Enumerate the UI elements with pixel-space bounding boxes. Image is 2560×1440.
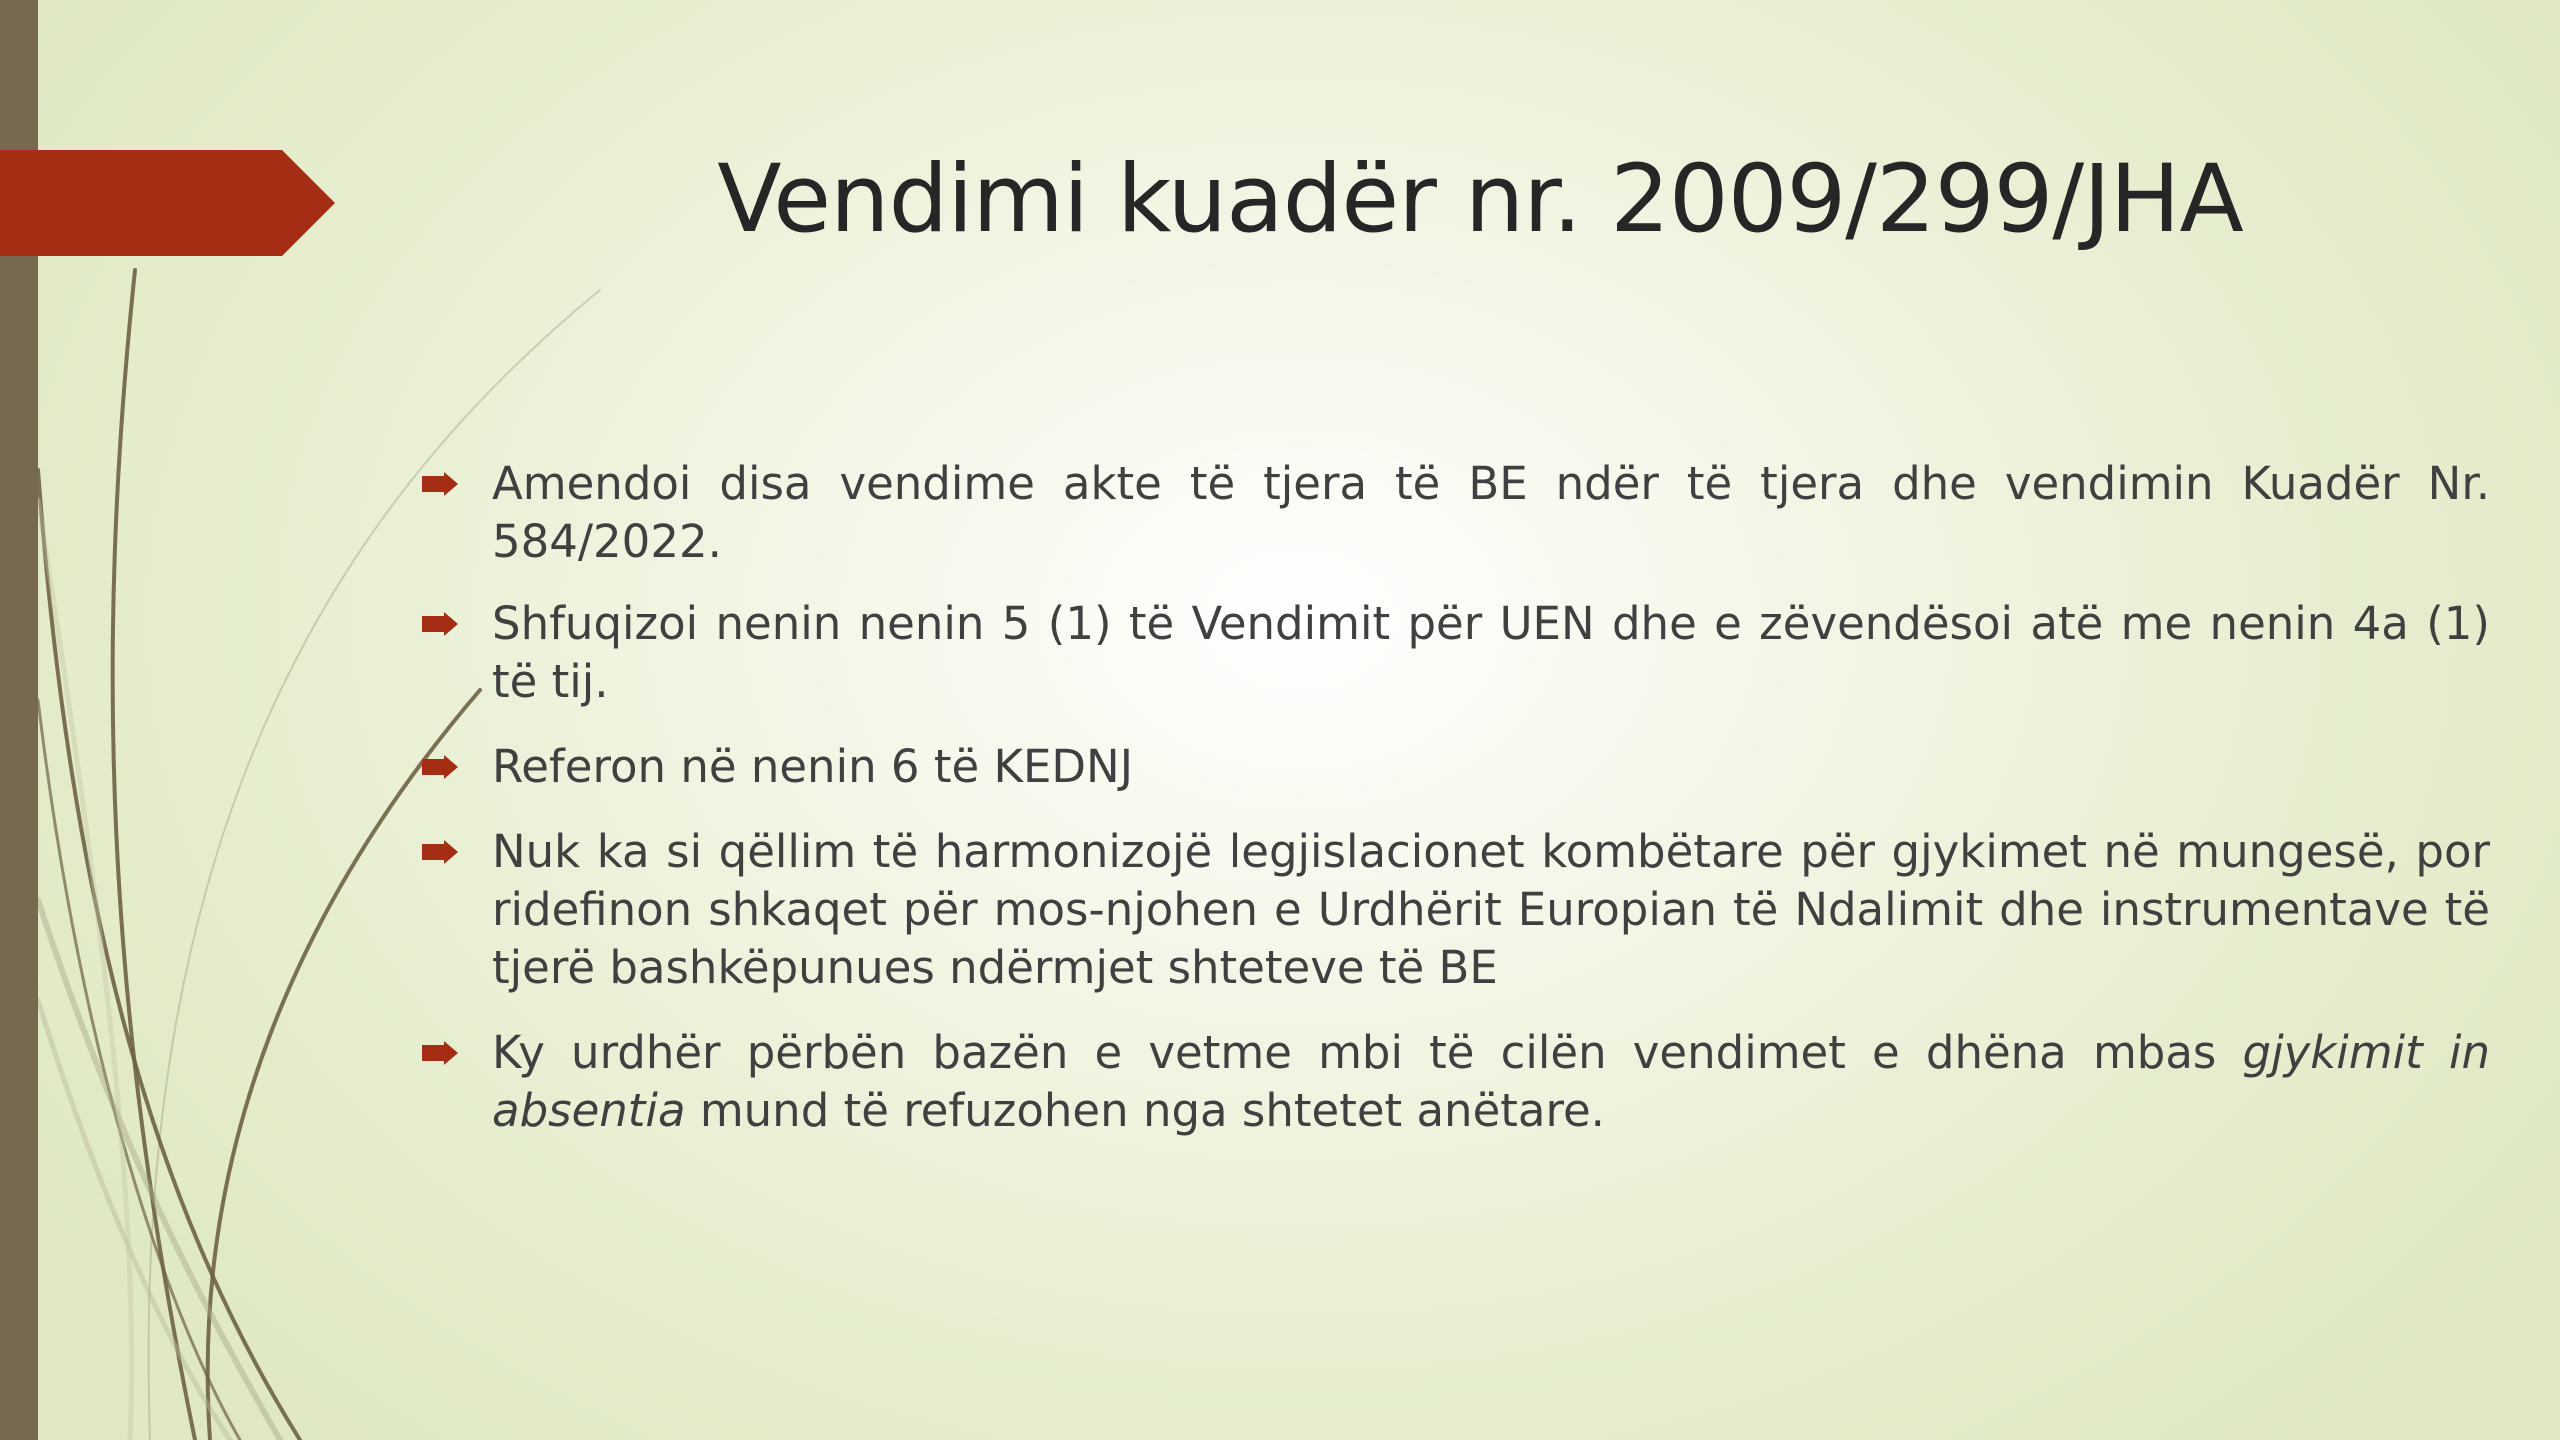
red-arrow-tab — [0, 150, 335, 256]
bullet-item — [420, 823, 2490, 997]
bullet-text: Shfuqizoi nenin nenin 5 (1) të Vendimit për UEN dhe e zëvendësoi atë me nenin 4a (1) të tij. — [492, 597, 2490, 708]
bullet-text: Nuk ka si qëllim të harmonizojë legjislacionet kombëtare për gjykimet në mungesë, por ridefinon shkaqet për mos-njohen e Urdhërit Europian të Ndalimit dhe instrumentave të tjerë bashkëpunues ndërmjet shteteve të BE — [492, 825, 2490, 994]
bullet-item — [420, 738, 2490, 796]
arrow-bullet-icon — [422, 755, 458, 779]
bullet-text-italic: gjykimit in absentia — [492, 1026, 2490, 1137]
slide-title: Vendimi kuadër nr. 2009/299/JHA — [717, 145, 2243, 254]
bullet-item — [420, 595, 2490, 711]
bullet-item — [420, 1024, 2490, 1140]
arrow-bullet-icon — [422, 1041, 458, 1065]
arrow-bullet-icon — [422, 612, 458, 636]
bullet-text: Referon në nenin 6 të KEDNJ — [492, 740, 1133, 793]
bullet-text: Amendoi disa vendime akte të tjera të BE ndër të tjera dhe vendimin Kuadër Nr. 584/2022. — [492, 457, 2490, 568]
bullet-list — [420, 455, 2490, 1167]
bullet-item — [420, 455, 2490, 571]
bullet-text-after: mund të refuzohen nga shtetet anëtare. — [685, 1084, 1605, 1137]
arrow-bullet-icon — [422, 840, 458, 864]
arrow-bullet-icon — [422, 472, 458, 496]
bullet-text-before: Ky urdhër përbën bazën e vetme mbi të cilën vendimet e dhëna mbas — [492, 1026, 2243, 1079]
